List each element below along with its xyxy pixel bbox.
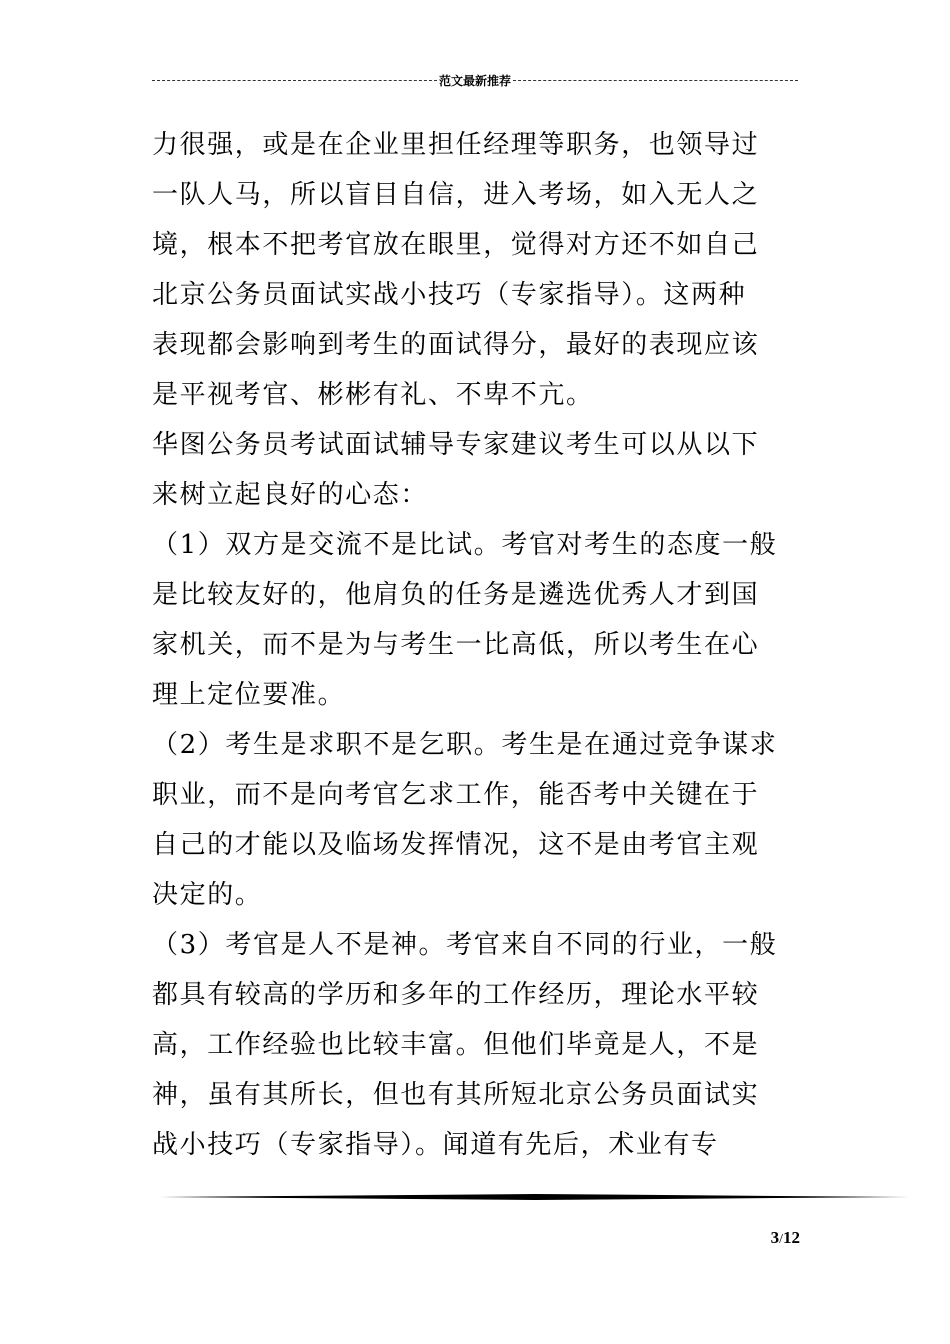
text-line: 是比较友好的，他肩负的任务是遴选优秀人才到国 — [152, 580, 760, 610]
text-line: 家机关，而不是为与考生一比高低，所以考生在心 — [152, 630, 760, 660]
text-line: 表现都会影响到考生的面试得分，最好的表现应该 — [152, 330, 760, 360]
page-total: 12 — [783, 1228, 800, 1247]
text-line: 战小技巧（专家指导）。闻道有先后，术业有专 — [152, 1130, 719, 1160]
text-line: 来树立起良好的心态： — [152, 480, 429, 510]
body-text — [152, 120, 802, 1170]
text-line: 华图公务员考试面试辅导专家建议考生可以从以下 — [152, 430, 760, 460]
text-line: 是平视考官、彬彬有礼、不卑不亢。 — [152, 380, 594, 410]
footer-rule — [160, 1193, 910, 1201]
header-dash-right — [513, 80, 798, 81]
text-line: 职业，而不是向考官乞求工作，能否考中关键在于 — [152, 780, 760, 810]
text-line: 都具有较高的学历和多年的工作经历，理论水平较 — [152, 980, 760, 1010]
header-title: 范文最新推荐 — [439, 73, 512, 88]
text-line: 自己的才能以及临场发挥情况，这不是由考官主观 — [152, 830, 760, 860]
text-line: 决定的。 — [152, 880, 263, 910]
page-current: 3 — [770, 1228, 780, 1247]
text-line: 高，工作经验也比较丰富。但他们毕竟是人，不是 — [152, 1030, 760, 1060]
text-line: 理上定位要准。 — [152, 680, 346, 710]
text-line: 一队人马，所以盲目自信，进入考场，如入无人之 — [152, 180, 760, 210]
text-line: 北京公务员面试实战小技巧（专家指导）。这两种 — [152, 280, 747, 310]
page-number — [740, 1228, 800, 1248]
text-line: （1）双方是交流不是比试。考官对考生的态度一般 — [152, 530, 778, 560]
text-line: （3）考官是人不是神。考官来自不同的行业，一般 — [152, 930, 778, 960]
text-line: 境，根本不把考官放在眼里，觉得对方还不如自己 — [152, 230, 760, 260]
text-line: （2）考生是求职不是乞职。考生是在通过竞争谋求 — [152, 730, 778, 760]
text-line: 神，虽有其所长，但也有其所短北京公务员面试实 — [152, 1080, 760, 1110]
text-line: 力很强，或是在企业里担任经理等职务，也领导过 — [152, 130, 760, 160]
page-separator: / — [779, 1232, 783, 1247]
header-dash-left — [152, 80, 437, 81]
page-header — [152, 70, 798, 90]
